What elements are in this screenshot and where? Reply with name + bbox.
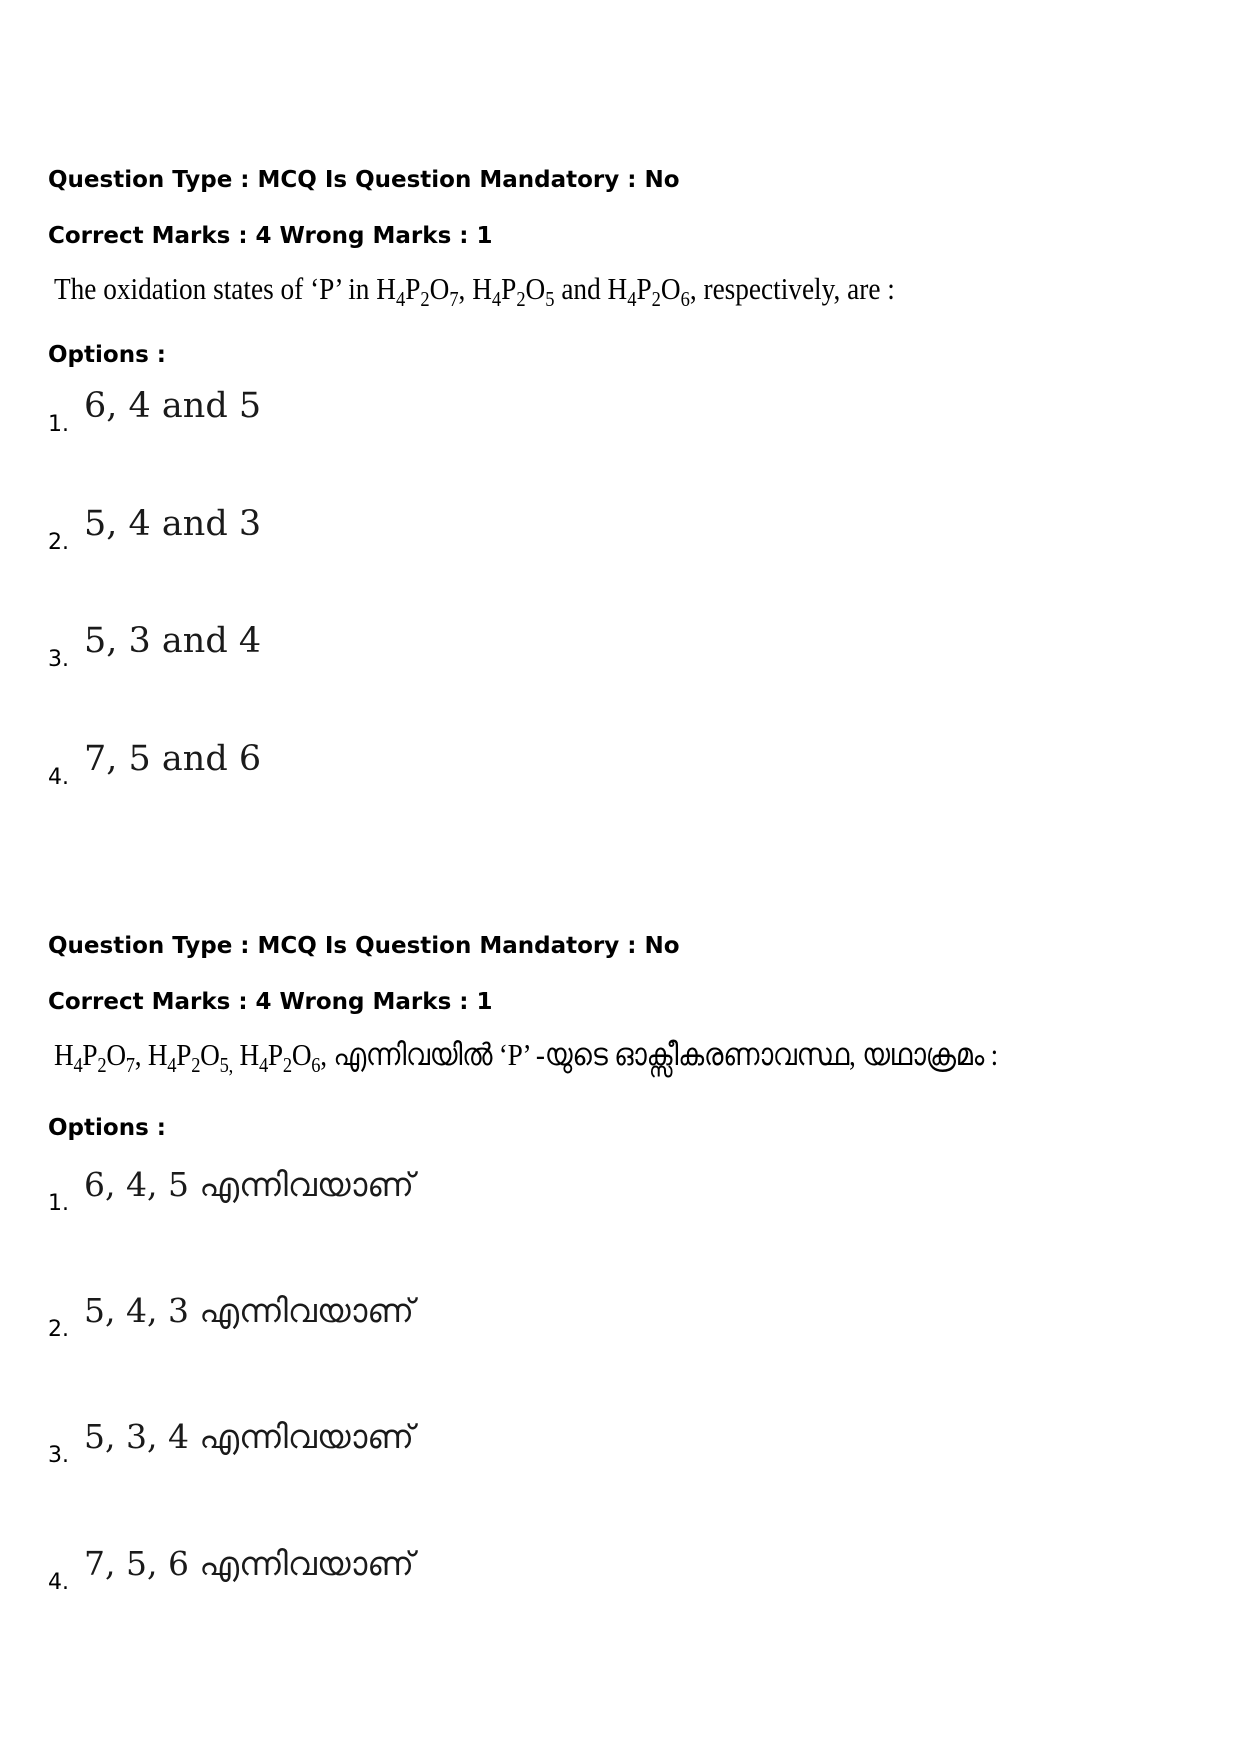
option-number: 3. [48, 647, 69, 672]
formula-h4p2o6: $H_4P_2O_6$, [239, 1037, 327, 1077]
formula-h4p2o5: $H_4P_2O_5$ [472, 271, 555, 311]
question-suffix: respectively, are : [703, 271, 895, 306]
option-number: 3. [48, 1443, 69, 1468]
option-number: 4. [48, 765, 69, 790]
options-label: Options : [48, 1115, 166, 1141]
question-text: The oxidation states of ‘P’ in $H_4P_2O_7$, $H_4P_2O_5$ and $H_4P_2O_6$, respectively, are : [54, 271, 895, 311]
marks-line: Correct Marks : 4 Wrong Marks : 1 [48, 223, 493, 249]
question-prefix: The oxidation states of ‘P’ in [54, 271, 370, 306]
option-text: 7, 5 and 6 [84, 739, 262, 779]
marks-line: Correct Marks : 4 Wrong Marks : 1 [48, 989, 493, 1015]
option-text: 5, 4 and 3 [84, 504, 262, 544]
option-text: 7, 5, 6 എന്നിവയാണ് [84, 1544, 415, 1583]
option-number: 4. [48, 1570, 69, 1595]
question-type-line: Question Type : MCQ Is Question Mandatory : No [48, 933, 680, 959]
option-text: 6, 4, 5 എന്നിവയാണ് [84, 1165, 415, 1204]
option-text: 5, 3 and 4 [84, 621, 262, 661]
option-number: 1. [48, 412, 69, 437]
formula-h4p2o6: $H_4P_2O_6$, [607, 271, 697, 311]
formula-h4p2o5: $H_4P_2O_{5,}$ [147, 1037, 233, 1077]
option-number: 2. [48, 530, 69, 555]
formula-h4p2o7: $H_4P_2O_7$, [376, 271, 466, 311]
formula-h4p2o7: $H_4P_2O_7$, [54, 1037, 142, 1077]
option-number: 1. [48, 1191, 69, 1216]
question-type-line: Question Type : MCQ Is Question Mandatory : No [48, 167, 680, 193]
option-number: 2. [48, 1317, 69, 1342]
question-text [54, 1035, 998, 1075]
option-text: 6, 4 and 5 [84, 386, 262, 426]
question-suffix: എന്നിവയിൽ ‘P’ -യുടെ ഓക്സീകരണാവസ്ഥ, യഥാക്രമം : [333, 1037, 998, 1072]
option-text: 5, 4, 3 എന്നിവയാണ് [84, 1291, 415, 1330]
option-text: 5, 3, 4 എന്നിവയാണ് [84, 1417, 415, 1456]
options-label: Options : [48, 342, 166, 368]
